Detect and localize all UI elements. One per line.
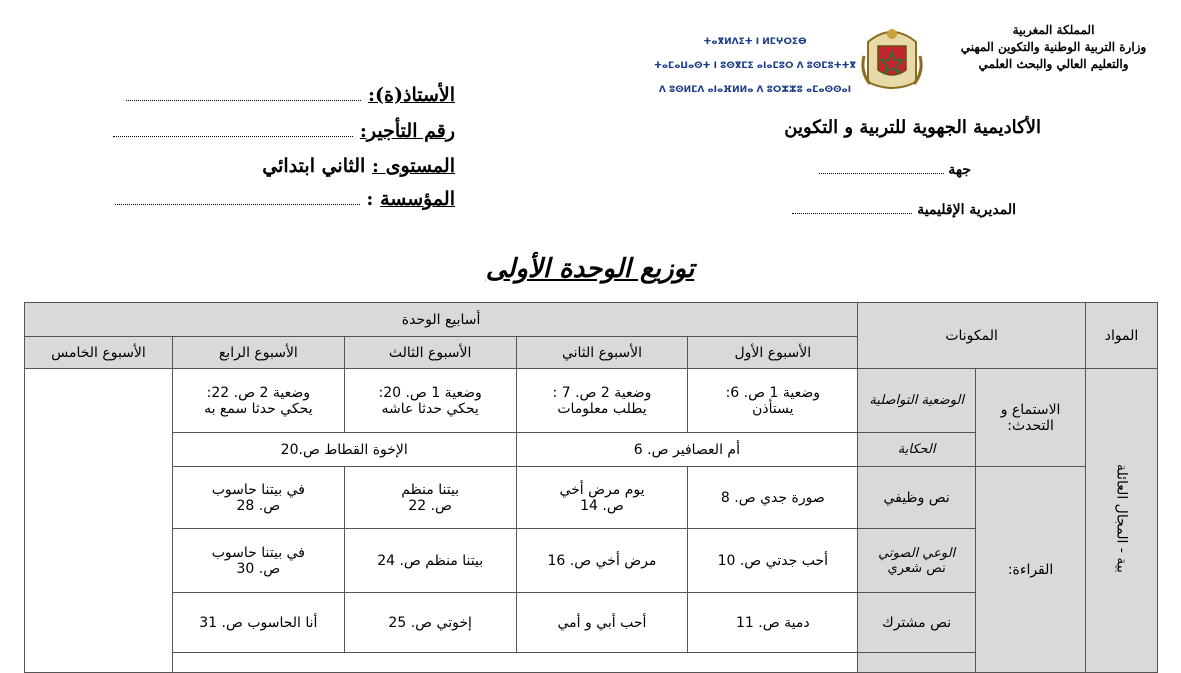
level-field xyxy=(85,155,455,177)
table-cell: الإخوة القطاط ص.20 xyxy=(172,433,516,467)
table-cell: إخوتي ص. 25 xyxy=(344,593,516,653)
directorate-field xyxy=(792,202,1016,218)
region-dots[interactable] xyxy=(819,163,944,174)
table-cell: دمية ص. 11 xyxy=(688,593,858,653)
table-cell: وضعية 2 ص. 22: يحكي حدثا سمع به xyxy=(172,369,344,433)
ministry-header xyxy=(946,22,1161,73)
table-cell: بيتنا منظم ص. 24 xyxy=(344,529,516,593)
school-label: المؤسسة xyxy=(380,188,455,210)
teacher-field xyxy=(85,84,455,106)
directorate-dots[interactable] xyxy=(792,203,912,214)
rank-label: رقم التأجير: xyxy=(359,120,455,142)
region-label: جهة xyxy=(948,162,971,178)
reading-label: القراءة: xyxy=(976,467,1086,673)
listening-label: الاستماع و التحدث: xyxy=(976,369,1086,467)
table-cell: وضعية 2 ص. 7 : يطلب معلومات xyxy=(516,369,688,433)
tifinagh-line: ⵜⴰⴳⵍⴷⵉⵜ ⵏ ⵍⵎⵖⵔⵉⴱ xyxy=(703,37,807,47)
teacher-dots[interactable] xyxy=(126,90,361,101)
directorate-label: المديرية الإقليمية xyxy=(917,202,1016,218)
table-cell: أم العصافير ص. 6 xyxy=(516,433,858,467)
table-cell: وضعية 1 ص. 6: يستأذن xyxy=(688,369,858,433)
table-cell: وضعية 1 ص. 20: يحكي حدثا عاشه xyxy=(344,369,516,433)
week-5-header: الأسبوع الخامس xyxy=(25,337,173,369)
table-cell: صورة جدي ص. 8 xyxy=(688,467,858,529)
rank-field xyxy=(85,120,455,142)
table-cell: مرض أخي ص. 16 xyxy=(516,529,688,593)
table-cell: في بيتنا حاسوب ص. 28 xyxy=(172,467,344,529)
rank-dots[interactable] xyxy=(113,126,353,137)
tifinagh-line: ⵜⴰⵎⴰⵡⴰⵙⵜ ⵏ ⵓⵙⴳⵎⵉ ⴰⵏⴰⵎⵓⵔ ⴷ ⵓⵙⵎⵓⵜⵜⴳ xyxy=(653,61,857,71)
level-value: الثاني ابتدائي xyxy=(262,155,366,177)
weeks-header: أسابيع الوحدة xyxy=(25,303,858,337)
school-colon: : xyxy=(366,188,374,210)
tifinagh-header xyxy=(640,30,870,102)
week-2-header: الأسبوع الثاني xyxy=(516,337,688,369)
functional-label: نص وظيفي xyxy=(858,467,976,529)
page-title: توزيع الوحدة الأولى xyxy=(485,254,695,284)
region-field xyxy=(819,162,972,178)
table-cell: بيتنا منظم ص. 22 xyxy=(344,467,516,529)
week-1-header: الأسبوع الأول xyxy=(688,337,858,369)
ministry-line: وزارة التربية الوطنية والتكوين المهني xyxy=(960,40,1147,54)
academy-name: الأكاديمية الجهوية للتربية و التكوين xyxy=(784,117,1041,138)
shared-label: نص مشترك xyxy=(858,593,976,653)
domain-label: بية - المجال العائلة xyxy=(1113,464,1130,573)
tifinagh-line: ⴷ ⵓⵙⵍⵎⴷ ⴰⵏⴰⴼⵍⵍⴰ ⴷ ⵓⵔⵣⵣⵓ ⴰⵎⴰⵙⵙⴰⵏ xyxy=(658,85,852,95)
school-dots[interactable] xyxy=(115,194,360,205)
week-5-empty-cell xyxy=(25,369,173,673)
domain-cell xyxy=(1086,369,1158,673)
ministry-line: المملكة المغربية xyxy=(1012,23,1095,37)
week-3-header: الأسبوع الثالث xyxy=(344,337,516,369)
week-4-header: الأسبوع الرابع xyxy=(172,337,344,369)
table-cell: في بيتنا حاسوب ص. 30 xyxy=(172,529,344,593)
subjects-header: المواد xyxy=(1086,303,1158,369)
school-field xyxy=(85,188,455,210)
distribution-table xyxy=(24,302,1158,673)
table-cell: أنا الحاسوب ص. 31 xyxy=(172,593,344,653)
teacher-label: الأستاذ(ة): xyxy=(368,84,455,106)
phonetic-label: الوعي الصوتي نص شعري xyxy=(858,529,976,593)
table-cell: أحب جدتي ص. 10 xyxy=(688,529,858,593)
ministry-line: والتعليم العالي والبحث العلمي xyxy=(978,57,1129,71)
spacer-cell xyxy=(858,653,976,673)
table-cell: يوم مرض أخي ص. 14 xyxy=(516,467,688,529)
story-label: الحكاية xyxy=(858,433,976,467)
table-cell: أحب أبي و أمي xyxy=(516,593,688,653)
spacer-cell xyxy=(172,653,857,673)
situation-label: الوضعية التواصلية xyxy=(858,369,976,433)
components-header: المكونات xyxy=(858,303,1086,369)
level-label: المستوى : xyxy=(371,155,455,177)
